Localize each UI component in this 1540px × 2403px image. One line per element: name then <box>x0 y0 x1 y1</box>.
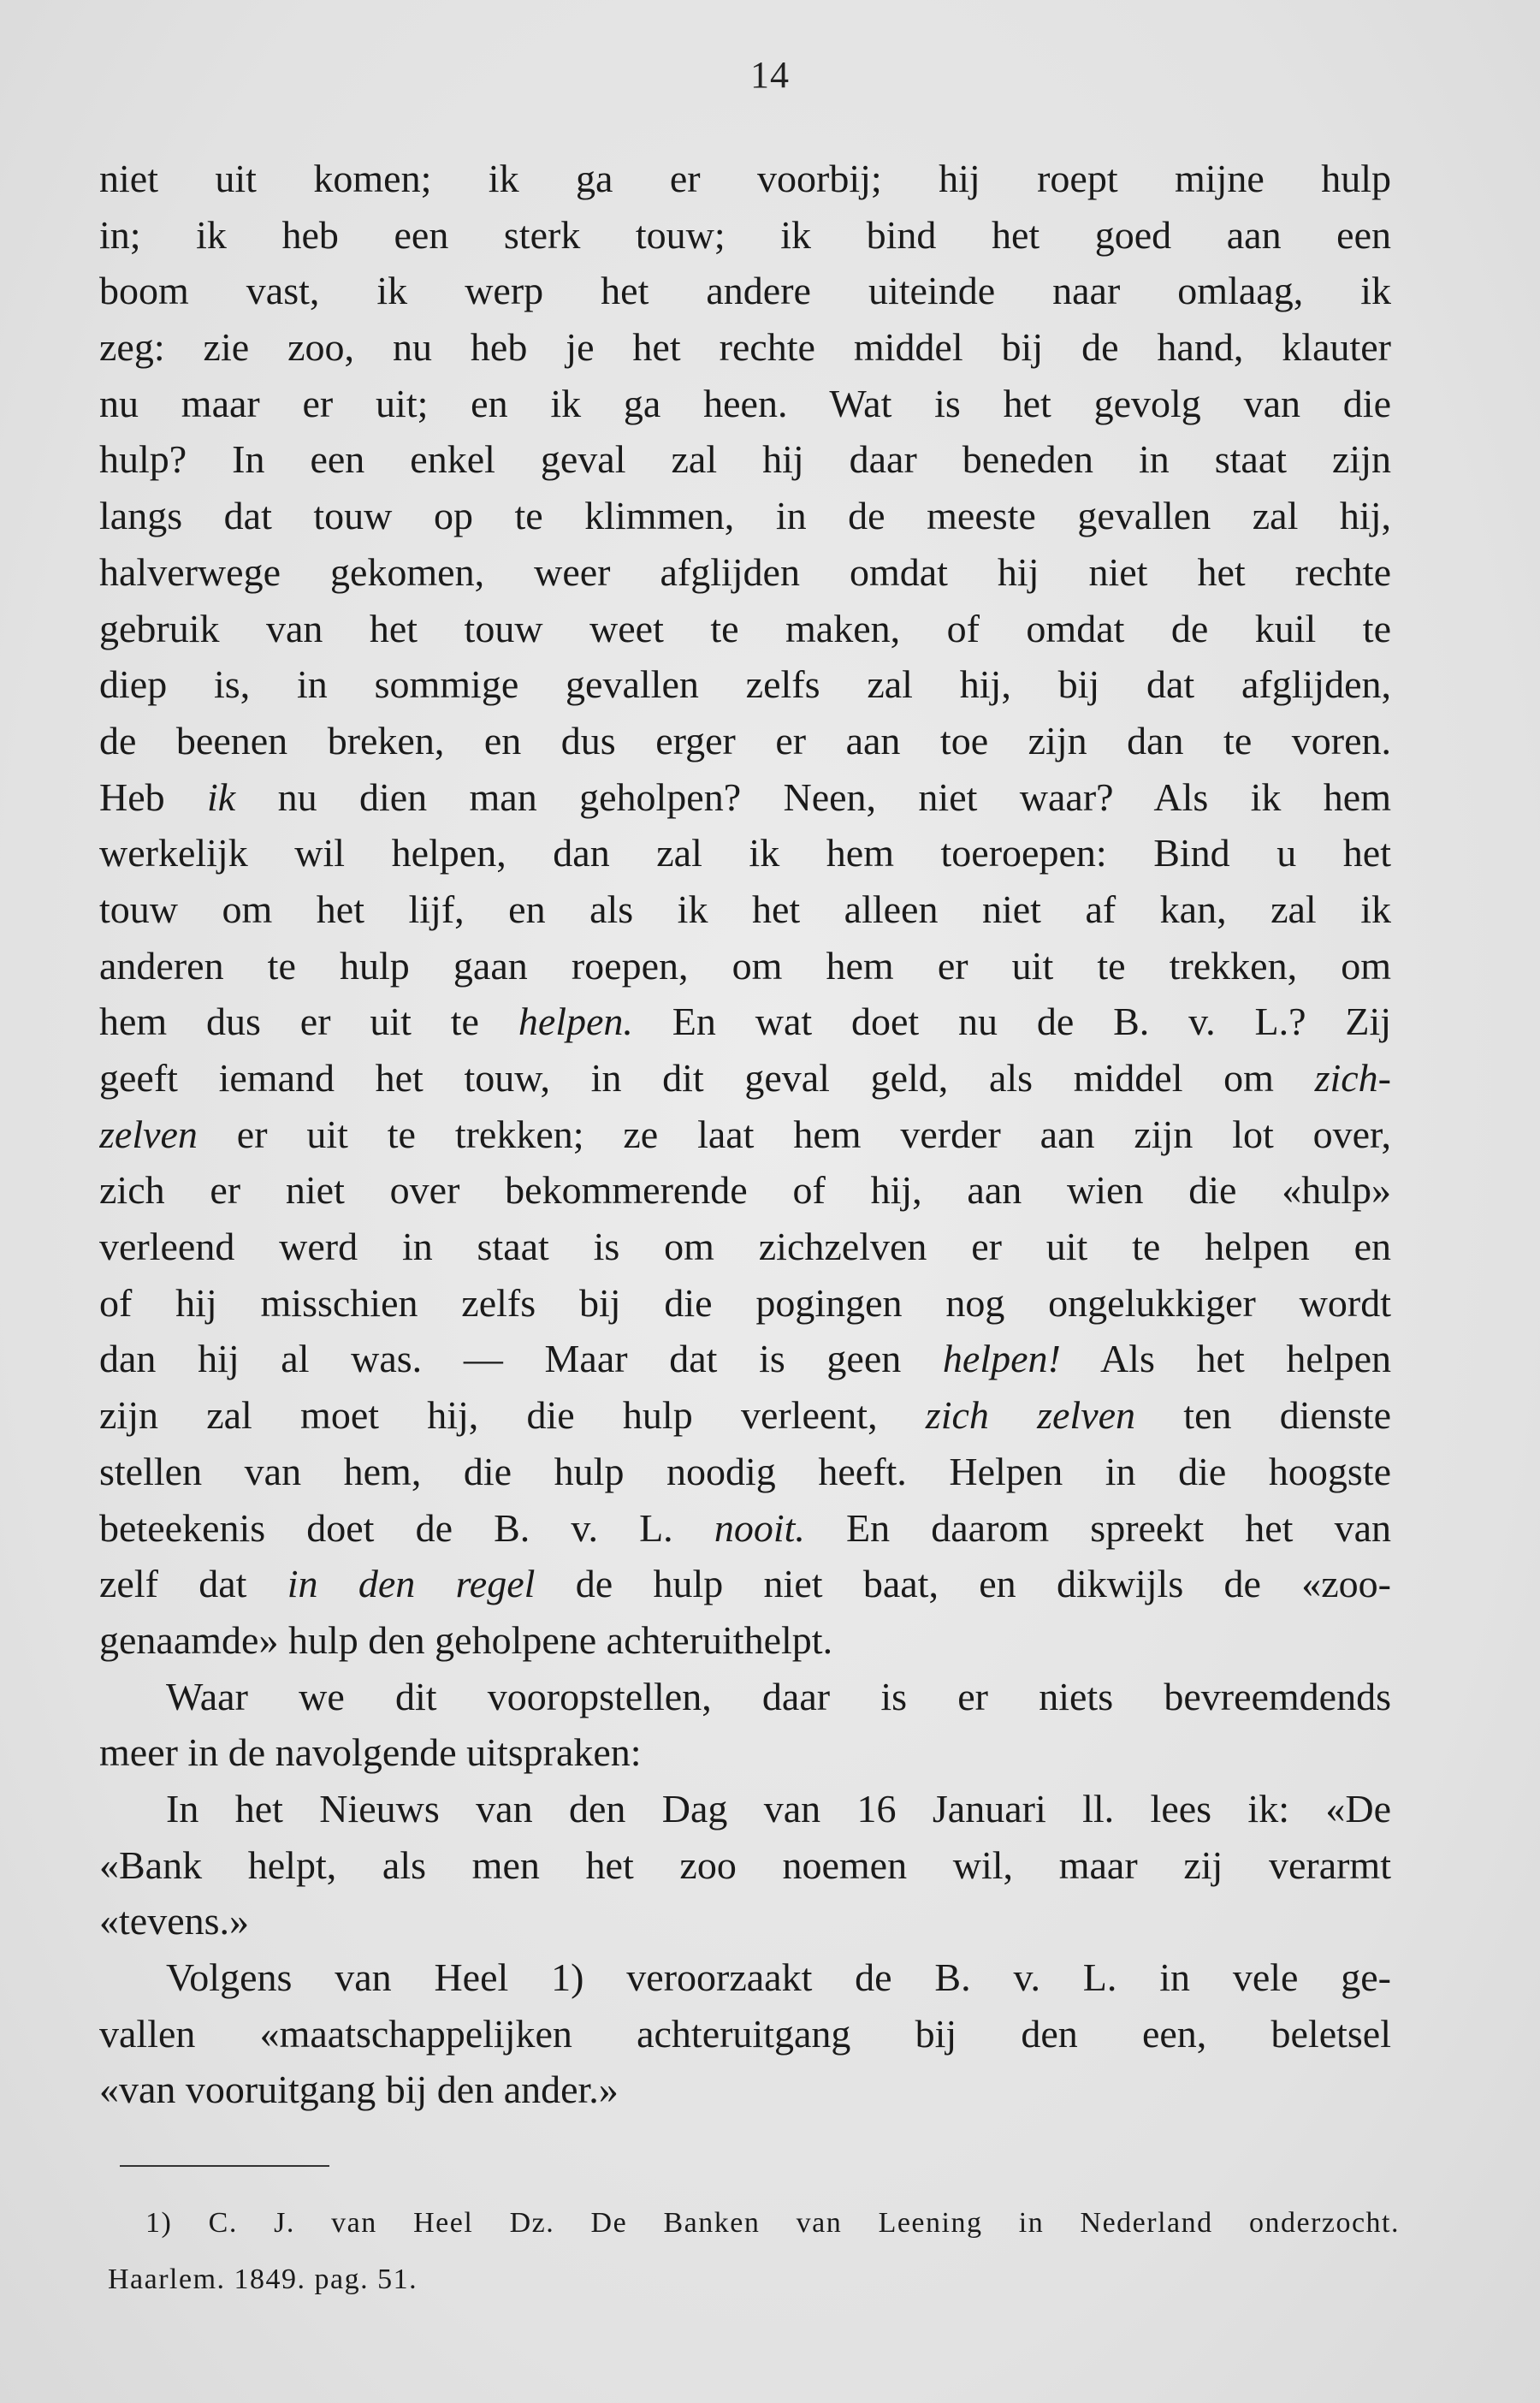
text-line <box>99 601 1391 657</box>
italic-run: helpen! <box>942 1337 1061 1381</box>
text-run: «Bank helpt, als men het zoo noemen wil, maar zij verarmt <box>99 1842 1391 1887</box>
text-line <box>99 1837 1391 1894</box>
text-run: anderen te hulp gaan roepen, om hem er uit te trekken, om <box>99 943 1391 988</box>
text-run: de beenen breken, en dus erger er aan toe zijn dan te voren. <box>99 718 1391 762</box>
text-line <box>99 1275 1391 1332</box>
text-line <box>99 1219 1391 1275</box>
text-line <box>99 1162 1391 1219</box>
text-run: in; ik heb een sterk touw; ik bind het goed aan een <box>99 212 1391 257</box>
text-line <box>99 1107 1391 1163</box>
italic-run: in den regel <box>287 1562 536 1606</box>
text-run: In het Nieuws van den Dag van 16 Januari ll. lees ik: «De <box>166 1786 1391 1830</box>
italic-run: zich- <box>1314 1056 1391 1100</box>
text-run: Als het helpen <box>1060 1337 1391 1381</box>
text-run: En wat doet nu de B. v. L.? Zij <box>632 1000 1391 1044</box>
text-line <box>99 825 1391 881</box>
text-run: hem dus er uit te <box>99 1000 518 1044</box>
text-run: langs dat touw op te klimmen, in de meeste gevallen zal hij, <box>99 494 1391 538</box>
text-run: En daarom spreekt het van <box>804 1505 1391 1550</box>
text-line <box>99 319 1391 376</box>
footnotes <box>108 2195 1400 2308</box>
text-run: ten dienste <box>1135 1393 1391 1438</box>
text-run: hulp? In een enkel geval zal hij daar beneden in staat zijn <box>99 437 1391 482</box>
footnote-line: 1) C. J. van Heel Dz. De Banken van Leening in Nederland onderzocht. <box>145 2207 1400 2239</box>
text-line <box>99 544 1391 601</box>
text-run: niet uit komen; ik ga er voorbij; hij roept mijne hulp <box>99 157 1391 200</box>
text-line <box>99 1500 1391 1557</box>
text-line <box>99 1444 1391 1500</box>
text-line <box>99 2062 1391 2118</box>
text-run: Waar we dit vooropstellen, daar is er niets bevreemdends <box>166 1674 1391 1718</box>
text-line <box>99 1893 1391 1949</box>
text-run: «tevens.» <box>99 1899 250 1943</box>
text-run: diep is, in sommige gevallen zelfs zal hij, bij dat afglijden, <box>99 662 1391 707</box>
text-run: nu dien man geholpen? Neen, niet waar? Als ik hem <box>235 774 1391 819</box>
text-run: beteekenis doet de B. v. L. <box>99 1505 714 1550</box>
italic-run: zich zelven <box>925 1393 1136 1438</box>
text-run: werkelijk wil helpen, dan zal ik hem toeroepen: Bind u het <box>99 831 1391 875</box>
text-run: vallen «maatschappelijken achteruitgang bij den een, beletsel <box>99 2011 1391 2056</box>
text-line <box>99 151 1391 207</box>
text-line <box>99 1387 1391 1444</box>
text-run: boom vast, ik werp het andere uiteinde naar omlaag, ik <box>99 269 1391 313</box>
italic-run: zelven <box>99 1112 198 1156</box>
text-run: de hulp niet baat, en dikwijls de «zoo- <box>535 1562 1391 1606</box>
text-line <box>99 1331 1391 1387</box>
text-run: zich er niet over bekommerende of hij, aan wien die «hulp» <box>99 1168 1391 1213</box>
text-line <box>99 713 1391 769</box>
text-run: of hij misschien zelfs bij die pogingen nog ongelukkiger wordt <box>99 1280 1391 1325</box>
text-run: er uit te trekken; ze laat hem verder aan zijn lot over, <box>197 1112 1391 1156</box>
text-line <box>99 1781 1391 1837</box>
text-run: stellen van hem, die hulp noodig heeft. Helpen in die hoogste <box>99 1449 1391 1493</box>
italic-run: ik <box>207 774 236 819</box>
text-line <box>99 1612 1391 1669</box>
text-run: zelf dat <box>99 1562 287 1606</box>
text-line <box>99 207 1391 264</box>
text-line <box>99 376 1391 432</box>
text-run: geeft iemand het touw, in dit geval geld, als middel om <box>99 1056 1315 1100</box>
text-run: «van vooruitgang bij den ander.» <box>99 2068 619 2112</box>
text-run: meer in de navolgende uitspraken: <box>99 1730 642 1775</box>
text-run: dan hij al was. — Maar dat is geen <box>99 1337 943 1381</box>
text-run: zeg: zie zoo, nu heb je het rechte middel bij de hand, klauter <box>99 325 1391 370</box>
text-line <box>99 488 1391 544</box>
italic-run: nooit. <box>714 1505 805 1550</box>
text-line <box>99 263 1391 319</box>
text-line <box>99 938 1391 994</box>
text-line <box>99 2006 1391 2062</box>
footnote-divider <box>120 2165 329 2167</box>
italic-run: helpen. <box>518 1000 633 1044</box>
text-line <box>99 1050 1391 1107</box>
text-run: Volgens van Heel 1) veroorzaakt de B. v. L. in vele ge- <box>166 1955 1391 1999</box>
text-run: verleend werd in staat is om zichzelven er uit te helpen en <box>99 1225 1391 1269</box>
text-line <box>99 1556 1391 1612</box>
page-number: 14 <box>750 54 790 96</box>
text-run: gebruik van het touw weet te maken, of omdat de kuil te <box>99 606 1391 650</box>
text-run: Heb <box>99 774 208 819</box>
text-line <box>99 994 1391 1050</box>
text-line <box>99 1669 1391 1725</box>
text-run: halverwege gekomen, weer afglijden omdat hij niet het rechte <box>99 549 1391 594</box>
text-line <box>99 769 1391 826</box>
footnote-line: Haarlem. 1849. pag. 51. <box>108 2264 418 2295</box>
text-line <box>99 1724 1391 1781</box>
text-run: zijn zal moet hij, die hulp verleent, <box>99 1393 926 1438</box>
text-line <box>99 656 1391 713</box>
text-run: nu maar er uit; en ik ga heen. Wat is het gevolg van die <box>99 381 1391 425</box>
body-text <box>99 151 1391 2118</box>
text-line <box>99 881 1391 938</box>
text-run: genaamde» hulp den geholpene achteruithelpt. <box>99 1617 833 1662</box>
text-line <box>99 431 1391 488</box>
text-run: touw om het lijf, en als ik het alleen niet af kan, zal ik <box>99 887 1391 931</box>
text-line <box>99 1949 1391 2006</box>
